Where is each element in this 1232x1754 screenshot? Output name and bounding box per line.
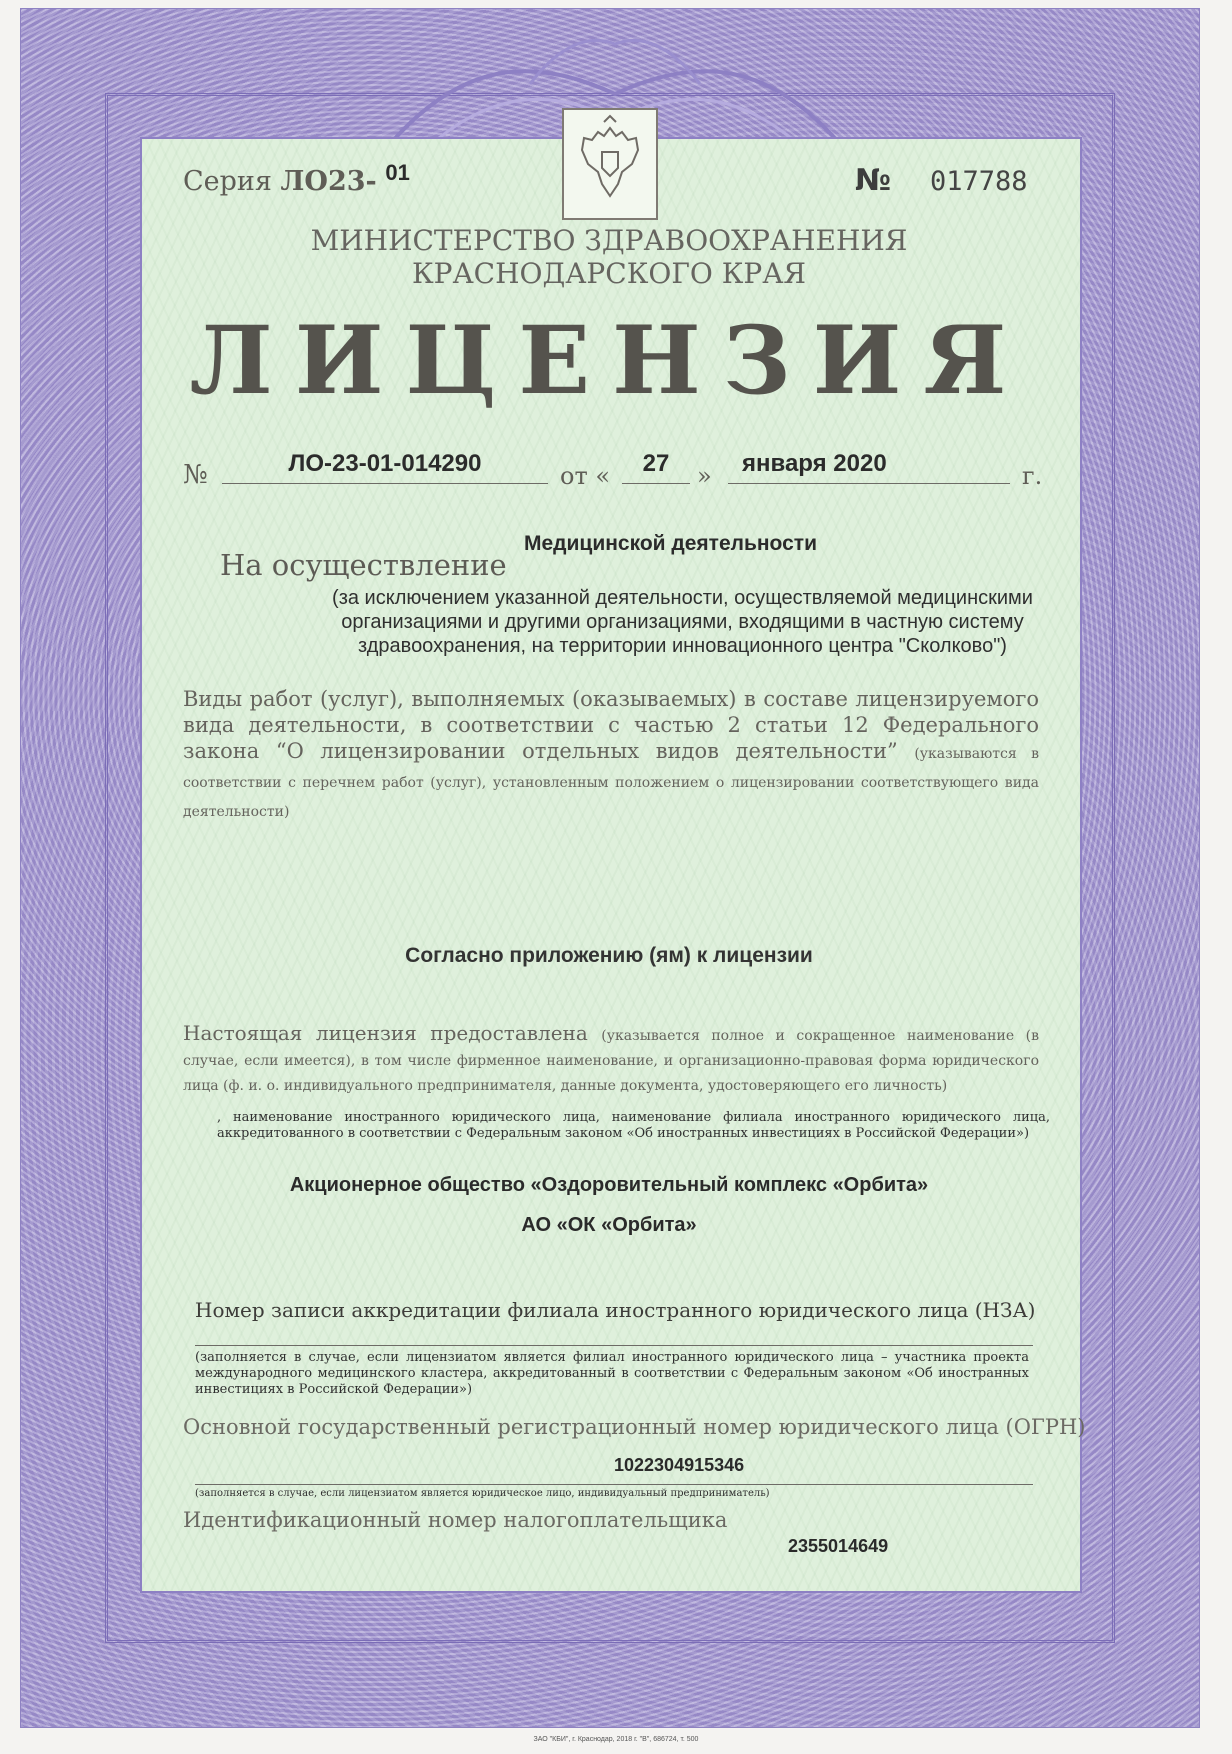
license-from-label: от « <box>560 462 611 490</box>
works-value: Согласно приложению (ям) к лицензии <box>405 944 813 967</box>
blank-number-label: № <box>855 163 892 198</box>
license-year-suffix: г. <box>1022 462 1043 490</box>
activity-label: На осуществление <box>220 548 507 582</box>
double-headed-eagle-icon <box>564 110 656 218</box>
series-row <box>183 160 410 197</box>
activity-title: Медицинской деятельности <box>524 532 817 555</box>
licensee-full-name: Акционерное общество «Оздоровительный комплекс «Орбита» <box>289 1174 929 1196</box>
licensee-label: Настоящая лицензия предоставлена <box>183 1021 588 1045</box>
licensee-note: (указывается полное и сокращенное наименование (в случае, если имеется), в том числе фирменное наименование, и организационно-правовая форма юридического лица (ф. и. о. индивидуального предпринимателя, данные документа, удостоверяющего его личность) <box>183 1028 1039 1094</box>
ministry-line-1: МИНИСТЕРСТВО ЗДРАВООХРАНЕНИЯ <box>310 224 908 257</box>
activity-detail: (за исключением указанной деятельности, осуществляемой медицинскими организациями и другими организациями, входящими в частную систему здравоохранения, на территории инновационного центра "Сколково") <box>332 587 1033 657</box>
works-block <box>183 686 1039 825</box>
blank-number-value: 017788 <box>930 166 1028 197</box>
license-quote-close: » <box>697 462 712 490</box>
works-main-text: Виды работ (услуг), выполняемых (оказываемых) в составе лицензируемого вида деятельности, в соответствии с частью 2 статьи 12 Федерального закона “О лицензировании отдельных видов деятельности” <box>183 687 1039 763</box>
ogrn-label: Основной государственный регистрационный номер юридического лица (ОГРН) <box>183 1415 1086 1439</box>
ogrn-note: (заполняется в случае, если лицензиатом является юридическое лицо, индивидуальный предприниматель) <box>195 1488 770 1499</box>
ogrn-line <box>195 1484 1033 1485</box>
license-number: ЛО-23-01-014290 <box>288 450 482 477</box>
coat-of-arms-emblem <box>562 108 658 220</box>
licensee-short-name: АО «ОК «Орбита» <box>521 1214 697 1236</box>
series-label: Серия <box>183 166 272 197</box>
inn-value: 2355014649 <box>788 1536 889 1556</box>
ministry-line-2: КРАСНОДАРСКОГО КРАЯ <box>411 257 807 290</box>
nza-label: Номер записи аккредитации филиала иностранного юридического лица (НЗА) <box>195 1298 1036 1322</box>
licensee-note-2: , наименование иностранного юридического лица, наименование филиала иностранного юридического лица, аккредитованного в соответствии с Федеральным законом «Об иностранных инвестициях в Российской Федерации») <box>217 1110 1050 1141</box>
nza-note: (заполняется в случае, если лицензиатом является филиал иностранного юридического лица – участника проекта международного медицинского кластера, аккредитованный в соответствии с Федеральным законом «Об иностранных инвестициях в Российской Федерации») <box>195 1350 1029 1397</box>
ministry-title <box>140 224 1078 290</box>
license-no-label: № <box>183 460 208 490</box>
series-value: ЛО23- <box>280 166 377 197</box>
inn-label: Идентификационный номер налогоплательщика <box>183 1508 728 1532</box>
license-month-year: января 2020 <box>742 450 887 477</box>
document-title: ЛИЦЕНЗИЯ <box>189 306 1029 416</box>
series-suffix: 01 <box>385 160 410 185</box>
printer-imprint: ЗАО "КБИ", г. Краснодар, 2018 г. "В", 686724, т. 500 <box>533 1736 699 1743</box>
license-number-line <box>222 483 548 484</box>
licensee-block <box>183 1022 1039 1097</box>
license-day: 27 <box>642 450 670 477</box>
license-date-line <box>728 483 1010 484</box>
nza-line <box>195 1345 1033 1346</box>
license-day-line <box>622 483 690 484</box>
ogrn-value: 1022304915346 <box>614 1455 745 1475</box>
works-note: (указываются в соответствии с перечнем работ (услуг), установленным положением о лицензировании соответствующего вида деятельности) <box>183 746 1039 820</box>
